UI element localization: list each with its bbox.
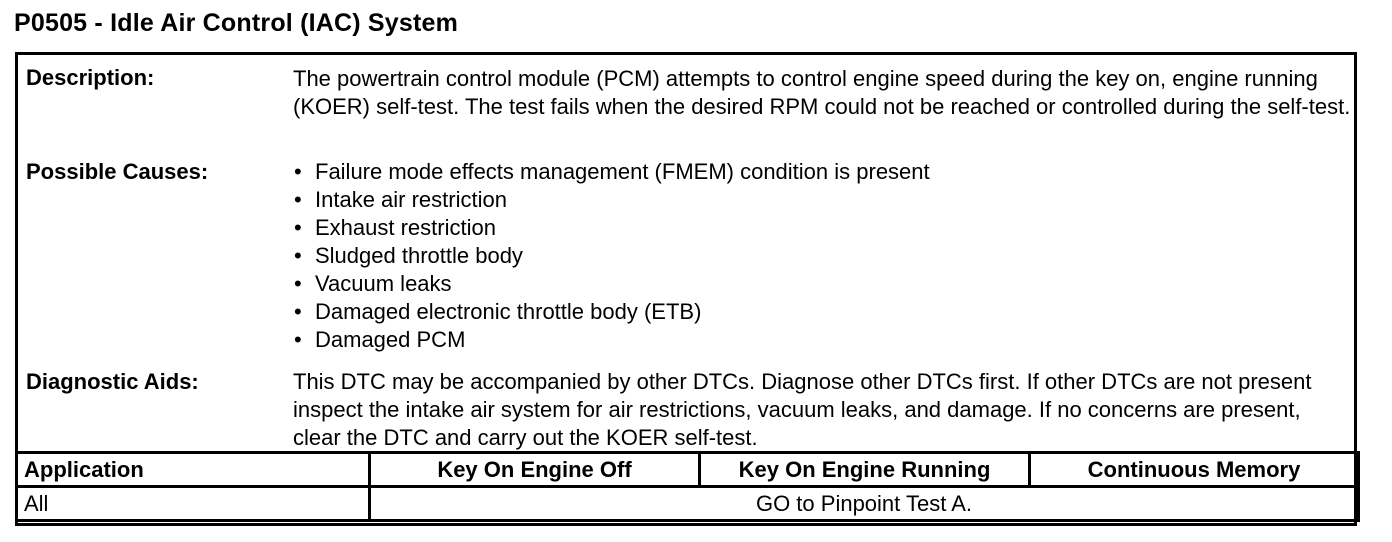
- cause-item: [293, 242, 1353, 270]
- diagnostic-aids-label: Diagnostic Aids:: [26, 369, 199, 394]
- cause-text: Damaged PCM: [315, 327, 466, 352]
- header-application: Application: [17, 453, 370, 487]
- cause-item: [293, 298, 1353, 326]
- bullet-icon: •: [294, 243, 302, 268]
- bullet-icon: •: [294, 159, 302, 184]
- cause-item: [293, 158, 1353, 186]
- bullet-icon: •: [294, 327, 302, 352]
- cause-text: Failure mode effects management (FMEM) condition is present: [315, 159, 930, 184]
- possible-causes-list-wrapper: [293, 158, 1353, 354]
- possible-causes-list: [293, 158, 1353, 354]
- page-title: P0505 - Idle Air Control (IAC) System: [14, 9, 459, 37]
- dtc-info-box: [15, 52, 1357, 526]
- table-header-row: [17, 453, 1359, 487]
- table-row: [17, 487, 1359, 521]
- cell-pinpoint-test-action: GO to Pinpoint Test A.: [370, 487, 1359, 521]
- description-paragraph: The powertrain control module (PCM) attempts to control engine speed during the key on, engine running (KOER) self-test. The test fails when the desired RPM could not be reached or controlled during the self-test.: [293, 66, 1351, 119]
- bullet-icon: •: [294, 215, 302, 240]
- header-key-on-engine-running: Key On Engine Running: [700, 453, 1030, 487]
- test-application-table: [15, 451, 1360, 522]
- description-label: Description:: [26, 65, 155, 90]
- bullet-icon: •: [294, 271, 302, 296]
- bullet-icon: •: [294, 299, 302, 324]
- diagnostic-aids-text: [293, 368, 1353, 452]
- cause-text: Exhaust restriction: [315, 215, 496, 240]
- possible-causes-label: Possible Causes:: [26, 159, 209, 184]
- header-continuous-memory: Continuous Memory: [1030, 453, 1359, 487]
- cause-text: Damaged electronic throttle body (ETB): [315, 299, 702, 324]
- bullet-icon: •: [294, 187, 302, 212]
- header-key-on-engine-off: Key On Engine Off: [370, 453, 700, 487]
- description-text: [293, 65, 1353, 121]
- cause-item: [293, 270, 1353, 298]
- cause-item: [293, 214, 1353, 242]
- cause-text: Vacuum leaks: [315, 271, 452, 296]
- diagnostic-aids-paragraph: This DTC may be accompanied by other DTCs. Diagnose other DTCs first. If other DTCs are not present inspect the intake air system for air restrictions, vacuum leaks, and damage. If no concerns are present, clear the DTC and carry out the KOER self-test.: [293, 369, 1312, 450]
- cause-text: Intake air restriction: [315, 187, 507, 212]
- cause-text: Sludged throttle body: [315, 243, 523, 268]
- cell-application: All: [17, 487, 370, 521]
- cause-item: [293, 326, 1353, 354]
- cause-item: [293, 186, 1353, 214]
